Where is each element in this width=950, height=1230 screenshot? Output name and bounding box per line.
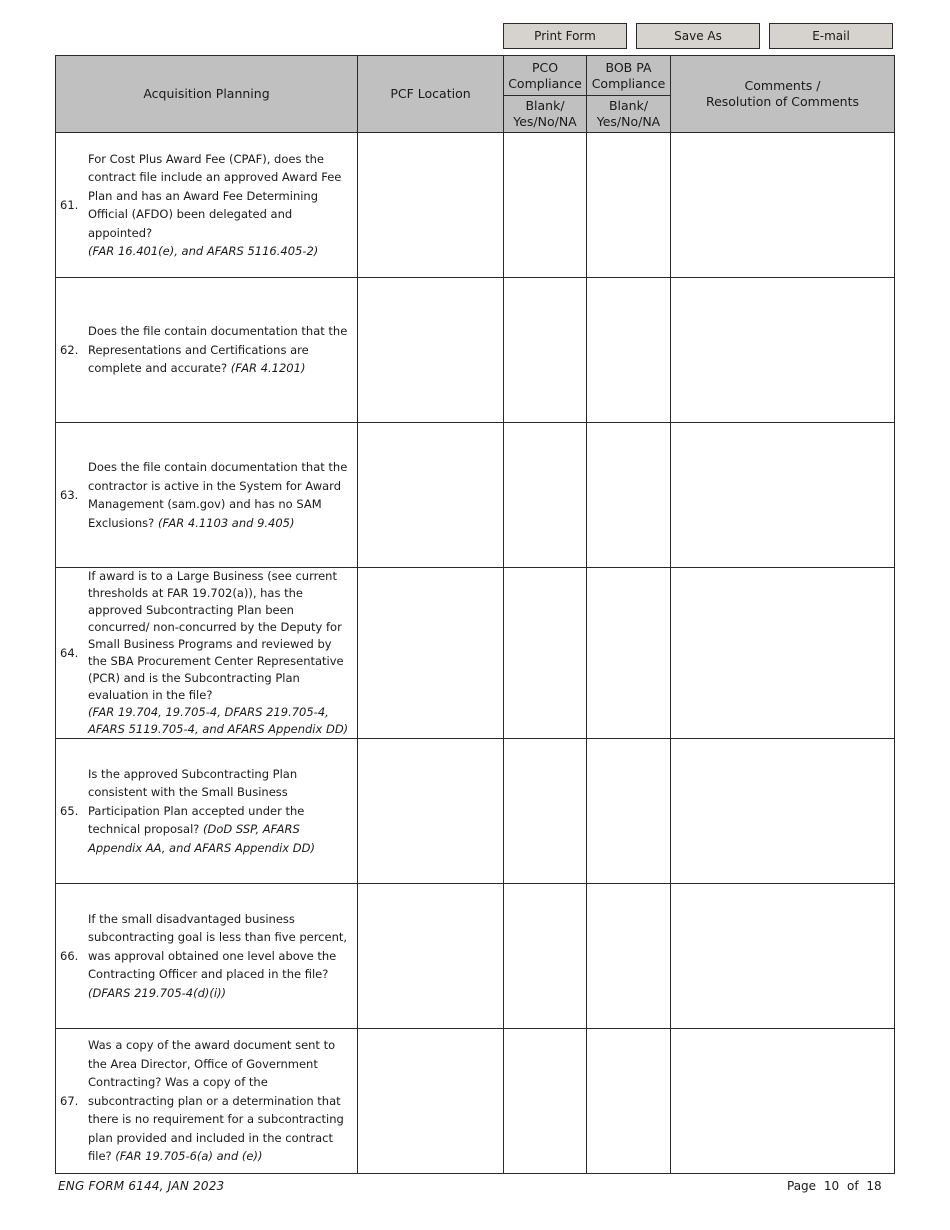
question-number: 62. — [60, 342, 79, 357]
question-row-65 — [56, 739, 895, 884]
question-reference: (FAR 19.705-6(a) and (e)) — [115, 1149, 263, 1164]
pco-compliance-field[interactable] — [504, 739, 587, 884]
question-reference: (FAR 16.401(e), and AFARS 5116.405-2) — [88, 244, 319, 258]
comments-field[interactable] — [671, 1029, 895, 1174]
bob-pa-compliance-field[interactable] — [587, 133, 671, 278]
pcf-location-field[interactable] — [358, 133, 504, 278]
checklist-table — [55, 55, 895, 1174]
comments-field[interactable] — [671, 133, 895, 278]
header-acquisition-planning: Acquisition Planning — [56, 56, 358, 133]
pco-compliance-field[interactable] — [504, 133, 587, 278]
pcf-location-field[interactable] — [358, 884, 504, 1029]
comments-field[interactable] — [671, 884, 895, 1029]
question-cell — [56, 278, 358, 423]
pcf-location-field[interactable] — [358, 278, 504, 423]
question-text: If award is to a Large Business (see current thresholds at FAR 19.702(a)), has the approved Subcontracting Plan been concurred/ non-concurred by the Deputy for Small Business Programs and reviewed by the SBA Procurement Center Representative (PCR) and is the Subcontracting Plan evaluation in the file? (FAR 19.704, 19.705-4, DFARS 219.705-4, AFARS 5119.705-4, and AFARS Appendix DD) — [88, 569, 349, 736]
bob-pa-compliance-field[interactable] — [587, 423, 671, 568]
header-bob-pa-compliance: BOB PA Compliance — [587, 56, 671, 96]
header-pcf-location: PCF Location — [358, 56, 504, 133]
question-cell — [56, 1029, 358, 1174]
question-text: If the small disadvantaged business subcontracting goal is less than five percent, was approval obtained one level above the Contracting Officer and placed in the file? (DFARS 219.705-4(d)(i)) — [88, 911, 348, 1000]
question-cell — [56, 884, 358, 1029]
question-text: Is the approved Subcontracting Plan consistent with the Small Business Participation Plan accepted under the technical proposal? (DoD SSP, AFARS Appendix AA, and AFARS Appendix DD) — [88, 766, 315, 855]
pcf-location-field[interactable] — [358, 568, 504, 739]
pcf-location-field[interactable] — [358, 739, 504, 884]
question-cell — [56, 423, 358, 568]
question-reference: (DoD SSP, AFARS Appendix AA, and AFARS Appendix DD) — [88, 822, 315, 855]
email-button[interactable]: E-mail — [769, 23, 893, 49]
comments-field[interactable] — [671, 278, 895, 423]
comments-field[interactable] — [671, 739, 895, 884]
pco-compliance-field[interactable] — [504, 278, 587, 423]
question-cell — [56, 133, 358, 278]
comments-field[interactable] — [671, 568, 895, 739]
page-label: Page — [787, 1179, 817, 1193]
question-row-61 — [56, 133, 895, 278]
question-row-63 — [56, 423, 895, 568]
question-number: 65. — [60, 803, 79, 818]
question-reference: (FAR 4.1103 and 9.405) — [157, 515, 295, 530]
question-text: Does the file contain documentation that the contractor is active in the System for Award Management (sam.gov) and has no SAM Exclusions? (FAR 4.1103 and 9.405) — [88, 460, 348, 530]
question-cell — [56, 739, 358, 884]
form-identifier: ENG FORM 6144, JAN 2023 — [58, 1179, 225, 1193]
question-number: 67. — [60, 1093, 79, 1108]
question-row-64 — [56, 568, 895, 739]
question-row-62 — [56, 278, 895, 423]
header-pco-options: Blank/ Yes/No/NA — [504, 96, 587, 133]
save-as-button[interactable]: Save As — [636, 23, 760, 49]
pcf-location-field[interactable] — [358, 1029, 504, 1174]
question-text: Was a copy of the award document sent to the Area Director, Office of Government Contracting? Was a copy of the subcontracting plan or a determination that there is no requirement for a subcontracting plan provided and included in the contract file? (FAR 19.705-6(a) and (e)) — [88, 1038, 344, 1164]
pco-compliance-field[interactable] — [504, 423, 587, 568]
question-text: For Cost Plus Award Fee (CPAF), does the contract file include an approved Award Fee Plan and has an Award Fee Determining Official (AFDO) been delegated and appointed? (FAR 16.401(e), and AFARS 5116.405-2) — [88, 151, 342, 258]
print-form-button[interactable]: Print Form — [503, 23, 627, 49]
header-pco-compliance: PCO Compliance — [504, 56, 587, 96]
question-reference: (FAR 4.1201) — [230, 361, 306, 376]
question-number: 66. — [60, 948, 79, 963]
bob-pa-compliance-field[interactable] — [587, 1029, 671, 1174]
question-reference: (DFARS 219.705-4(d)(i)) — [88, 985, 227, 1000]
page-of-label: of — [847, 1179, 859, 1193]
pco-compliance-field[interactable] — [504, 884, 587, 1029]
pco-compliance-field[interactable] — [504, 1029, 587, 1174]
page-indicator — [787, 1179, 882, 1193]
question-row-67 — [56, 1029, 895, 1174]
bob-pa-compliance-field[interactable] — [587, 278, 671, 423]
comments-field[interactable] — [671, 423, 895, 568]
bob-pa-compliance-field[interactable] — [587, 884, 671, 1029]
pco-compliance-field[interactable] — [504, 568, 587, 739]
bob-pa-compliance-field[interactable] — [587, 739, 671, 884]
form-toolbar — [503, 23, 894, 51]
question-row-66 — [56, 884, 895, 1029]
question-number: 63. — [60, 487, 79, 502]
page-total: 18 — [866, 1179, 882, 1193]
question-text: Does the file contain documentation that the Representations and Certifications are complete and accurate? (FAR 4.1201) — [88, 324, 348, 376]
header-comments: Comments / Resolution of Comments — [671, 56, 895, 133]
header-bob-options: Blank/ Yes/No/NA — [587, 96, 671, 133]
bob-pa-compliance-field[interactable] — [587, 568, 671, 739]
question-number: 64. — [60, 645, 79, 660]
question-cell — [56, 568, 358, 739]
pcf-location-field[interactable] — [358, 423, 504, 568]
question-number: 61. — [60, 197, 79, 212]
question-reference: (FAR 19.704, 19.705-4, DFARS 219.705-4, AFARS 5119.705-4, and AFARS Appendix DD) — [88, 705, 349, 736]
page-current: 10 — [823, 1179, 840, 1193]
